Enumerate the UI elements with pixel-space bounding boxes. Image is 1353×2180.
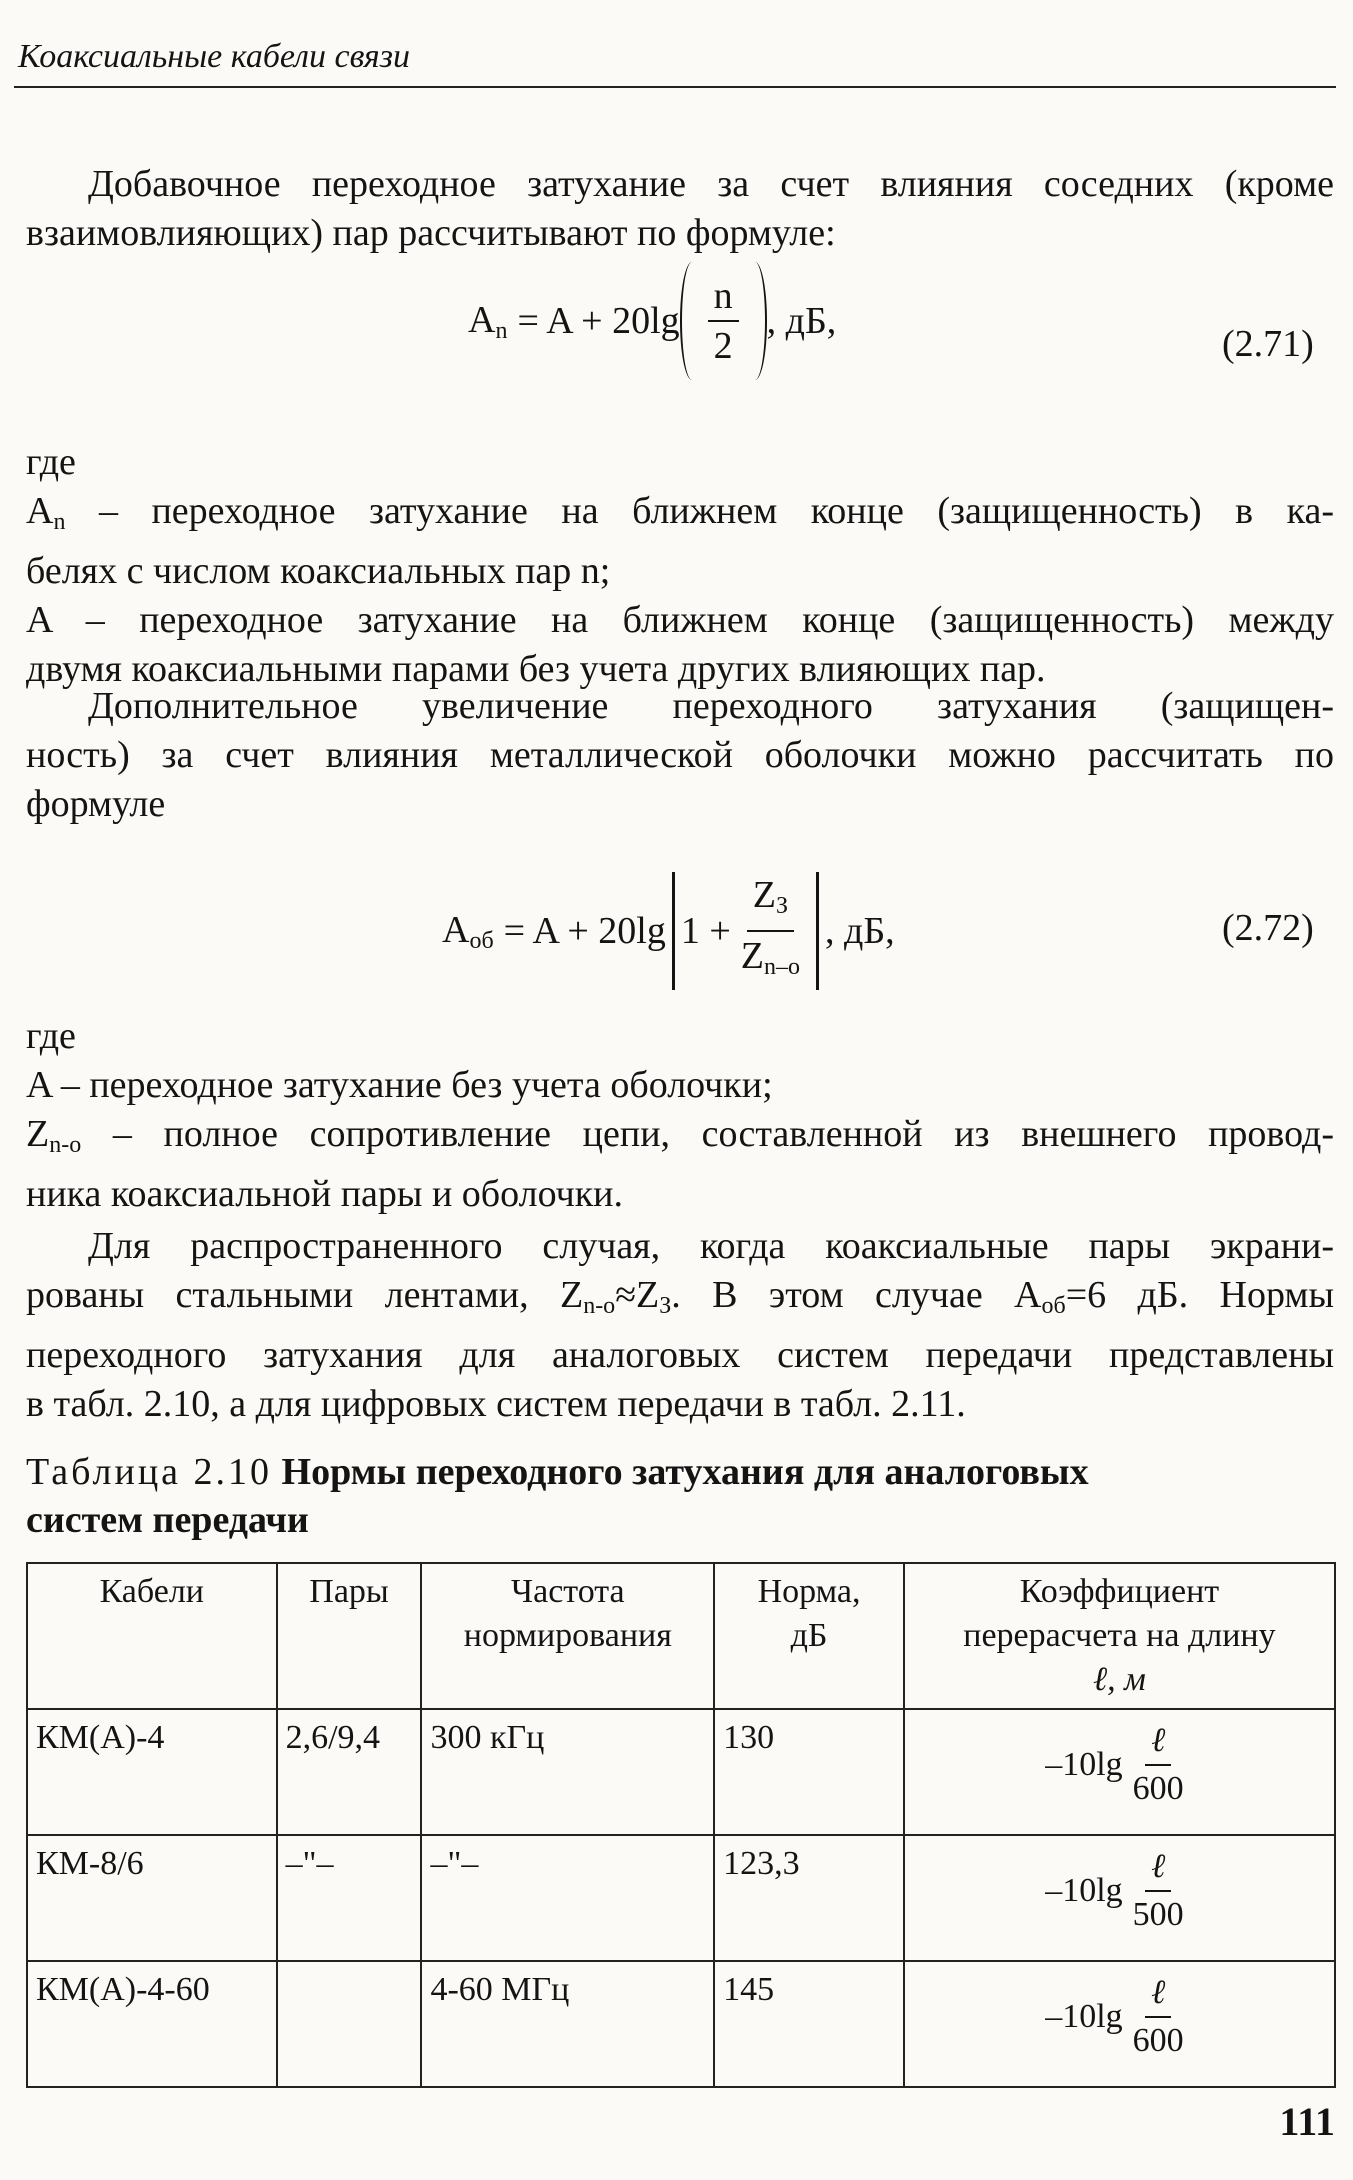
cell-frequency: 4-60 МГц — [421, 1961, 714, 2087]
definition-line: A – переходное затухание без учета оболочки; — [26, 1064, 773, 1106]
cell-cable: КМ(А)-4 — [27, 1709, 277, 1835]
cell-pairs — [277, 1961, 422, 2087]
definitions-1 — [26, 438, 1334, 694]
paragraph-line: рованы стальными лентами, $Z_{n-o}\approx Z_З$. В этом случае $A_{об}=6$ дБ. Нормы — [26, 1274, 1334, 1319]
table-caption — [26, 1448, 1326, 1544]
header-coefficient: Коэффициент перерасчета на длину ℓ, м — [904, 1563, 1335, 1709]
header-norm: Норма, дБ — [714, 1563, 904, 1709]
definition-line: ника коаксиальной пары и оболочки. — [26, 1173, 623, 1215]
paragraph-line: ность) за счет влияния металлической оболочки можно рассчитать по — [26, 734, 1334, 776]
formula-lhs: $A_n$ — [468, 298, 508, 344]
right-paren — [743, 262, 767, 380]
definition-line: двумя коаксиальными парами без учета других влияющих пар. — [26, 648, 1046, 690]
header-divider — [14, 86, 1336, 88]
formula-unit: , дБ, — [766, 300, 837, 342]
definition-line: $A_n$ – переходное затухание на ближнем конце (защищенность) в ка- — [26, 490, 1334, 535]
abs-bar-right — [816, 872, 819, 990]
paragraph-line: Дополнительное увеличение переходного затухания (защищен- — [88, 685, 1334, 727]
paragraph-intro — [26, 160, 1334, 258]
paragraph-line: Добавочное переходное затухание за счет влияния соседних (кроме — [88, 163, 1334, 205]
header-pairs: Пары — [277, 1563, 422, 1709]
cell-coefficient: –10lg $\frac{\text{ℓ}}{500}$ — [904, 1835, 1335, 1961]
formula-unit: , дБ, — [825, 910, 895, 952]
table-row — [27, 1709, 1335, 1835]
table-header-row — [27, 1563, 1335, 1709]
norms-table — [26, 1562, 1336, 2088]
formula-rhs: = A + 20lg — [517, 300, 680, 342]
left-paren — [680, 262, 704, 380]
formula-lhs: $A_{об}$ — [442, 908, 494, 954]
table-title-cont: систем передачи — [26, 1499, 309, 1541]
page-number: 111 — [1279, 2099, 1335, 2144]
formula-rhs: = A + 20lg — [503, 910, 666, 952]
paragraph-line: Для распространенного случая, когда коаксиальные пары экрани- — [88, 1225, 1334, 1267]
cell-frequency: –"– — [421, 1835, 714, 1961]
formula-2-72 — [442, 872, 895, 990]
cell-pairs: –"– — [277, 1835, 422, 1961]
cell-norm: 123,3 — [714, 1835, 904, 1961]
abs-bar-left — [672, 872, 675, 990]
cell-coefficient: –10lg $\frac{\text{ℓ}}{600}$ — [904, 1961, 1335, 2087]
cell-norm: 145 — [714, 1961, 904, 2087]
running-title: Коаксиальные кабели связи — [18, 38, 410, 75]
where-label: где — [26, 1015, 76, 1057]
paragraph-line: в табл. 2.10, а для цифровых систем передачи в табл. 2.11. — [26, 1383, 966, 1425]
cell-frequency: 300 кГц — [421, 1709, 714, 1835]
header-frequency: Частота нормирования — [421, 1563, 714, 1709]
formula-one-plus: 1 + — [680, 910, 731, 952]
paragraph-line: взаимовлияющих) пар рассчитывают по формуле: — [26, 212, 836, 254]
cell-coefficient: –10lg $\frac{\text{ℓ}}{600}$ — [904, 1709, 1335, 1835]
definition-line: $Z_{n-o}$ – полное сопротивление цепи, составленной из внешнего провод- — [26, 1113, 1334, 1158]
cell-pairs: 2,6/9,4 — [277, 1709, 422, 1835]
table-row — [27, 1961, 1335, 2087]
table-title: Нормы переходного затухания для аналоговых — [281, 1451, 1089, 1493]
cell-cable: КМ(А)-4-60 — [27, 1961, 277, 2087]
where-label: где — [26, 441, 76, 483]
formula-2-71 — [468, 262, 836, 380]
fraction: $\frac{n}{2}$ — [708, 274, 739, 368]
header-cables: Кабели — [27, 1563, 277, 1709]
equation-number: (2.71) — [1222, 323, 1314, 365]
paragraph-line: переходного затухания для аналоговых систем передачи представлены — [26, 1334, 1334, 1376]
table-row — [27, 1835, 1335, 1961]
paragraph-line: формуле — [26, 783, 166, 825]
table-label: Таблица 2.10 — [26, 1451, 273, 1493]
fraction: $\frac{Z_З}{Z_{n-o}}$ — [740, 874, 800, 980]
paragraph-shield — [26, 682, 1334, 829]
equation-number: (2.72) — [1222, 907, 1314, 949]
cell-norm: 130 — [714, 1709, 904, 1835]
paragraph-norms — [26, 1222, 1334, 1429]
definitions-2 — [26, 1012, 1334, 1219]
definition-line: белях с числом коаксиальных пар n; — [26, 550, 611, 592]
definition-line: A – переходное затухание на ближнем конце (защищенность) между — [26, 599, 1334, 641]
cell-cable: КМ-8/6 — [27, 1835, 277, 1961]
